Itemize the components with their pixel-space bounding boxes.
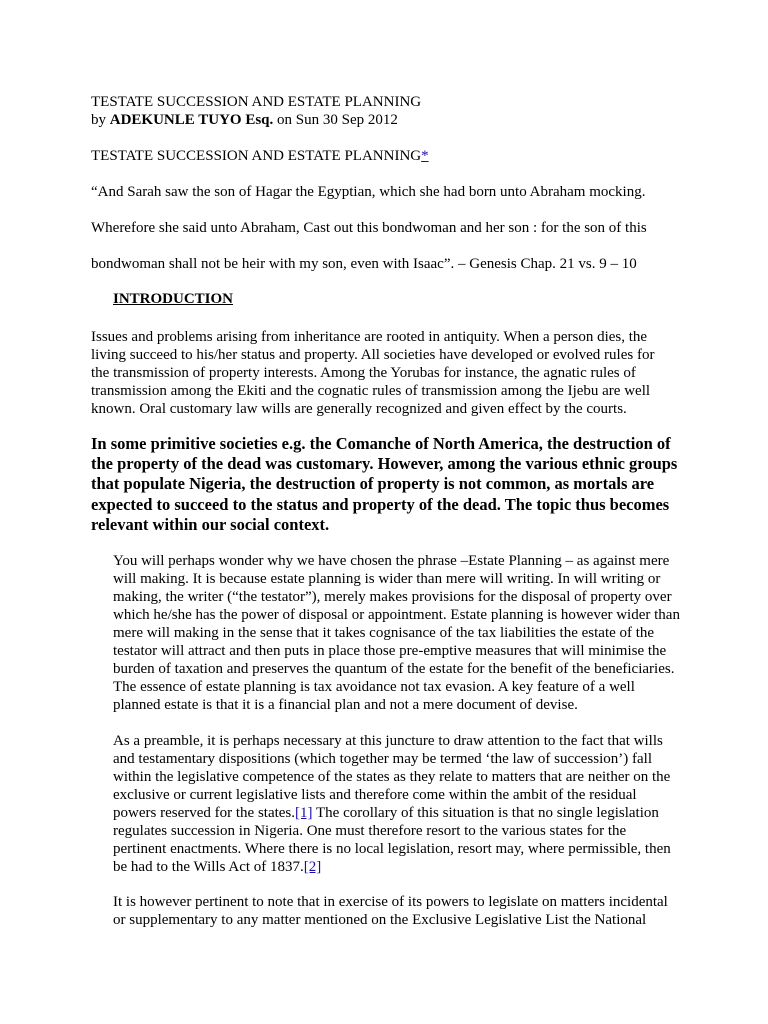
intro-paragraph-3 [113,732,681,876]
author-name: ADEKUNLE TUYO Esq. [109,112,274,128]
intro-paragraph-2: You will perhaps wonder why we have chosen the phrase –Estate Planning – as against mere will making. It is because estate planning is wider than mere will writing. In will writing or making, the writer (“the testator”), merely makes provisions for the disposal of property over which he/she has the power of disposal or appointment. Estate planning is however wider than mere will making in the sense that it takes cognisance of the tax liabilities the estate of the testator will attract and then puts in place those pre-emptive measures that will minimise the burden of taxation and preserves the quantum of the estate for the benefit of the beneficiaries. The essence of estate planning is tax avoidance not tax evasion. A key feature of a well planned estate is that it is a financial plan and not a mere document of devise. [113,553,680,713]
paragraph-3-text-a: As a preamble, it is perhaps necessary at this juncture to draw attention to the fact that wills and testamentary dispositions (which together may be termed ‘the law of succession’) fall within the legislative competence of the states as they relate to matters that are neither on the exclusive or current legislative lists and therefore come within the ambit of the residual powers reserved for the states. [113,733,671,821]
epigraph-line-1: “And Sarah saw the son of Hagar the Egyptian, which she had born unto Abraham mocking. [91,184,646,200]
intro-paragraph-4: It is however pertinent to note that in exercise of its powers to legislate on matters incidental or supplementary to any matter mentioned on the Exclusive Legislative List the National [113,894,668,928]
byline-date: on Sun 30 Sep 2012 [273,112,398,128]
footnote-2-link[interactable]: [2] [303,859,322,875]
epigraph-line-3: bondwoman shall not be heir with my son, even with Isaac”. – Genesis Chap. 21 vs. 9 – 10 [91,256,637,272]
byline [91,111,398,129]
bold-paragraph: In some primitive societies e.g. the Comanche of North America, the destruction of the property of the dead was customary. However, among the various ethnic groups that populate Nigeria, the destruction of property is not common, as mortals are expected to succeed to the status and property of the dead. The topic thus becomes relevant within our social context. [91,434,678,534]
document-title: TESTATE SUCCESSION AND ESTATE PLANNING [91,94,422,110]
introduction-heading: INTRODUCTION [113,291,234,307]
paragraph-3-text-b: The corollary of this situation is that no single legislation regulates succession in Nigeria. One must therefore resort to the various states for the pertinent enactments. Where there is no local legislation, resort may, where permissible, then be had to the Wills Act of 1837. [113,805,671,875]
footnote-1-link[interactable]: [1] [295,805,313,821]
epigraph-line-2: Wherefore she said unto Abraham, Cast out this bondwoman and her son : for the son of this [91,220,647,236]
footnote-star-link[interactable]: * [421,148,429,164]
intro-paragraph-1: Issues and problems arising from inheritance are rooted in antiquity. When a person dies, the living succeed to his/her status and property. All societies have developed or evolved rules for the transmission of property interests. Among the Yorubas for instance, the agnatic rules of transmission among the Ekiti and the cognatic rules of transmission among the Ijebu are well known. Oral customary law wills are generally recognized and given effect by the courts. [91,329,655,417]
subtitle-text: TESTATE SUCCESSION AND ESTATE PLANNING [91,148,422,164]
subtitle [91,147,429,165]
byline-prefix: by [91,112,110,128]
